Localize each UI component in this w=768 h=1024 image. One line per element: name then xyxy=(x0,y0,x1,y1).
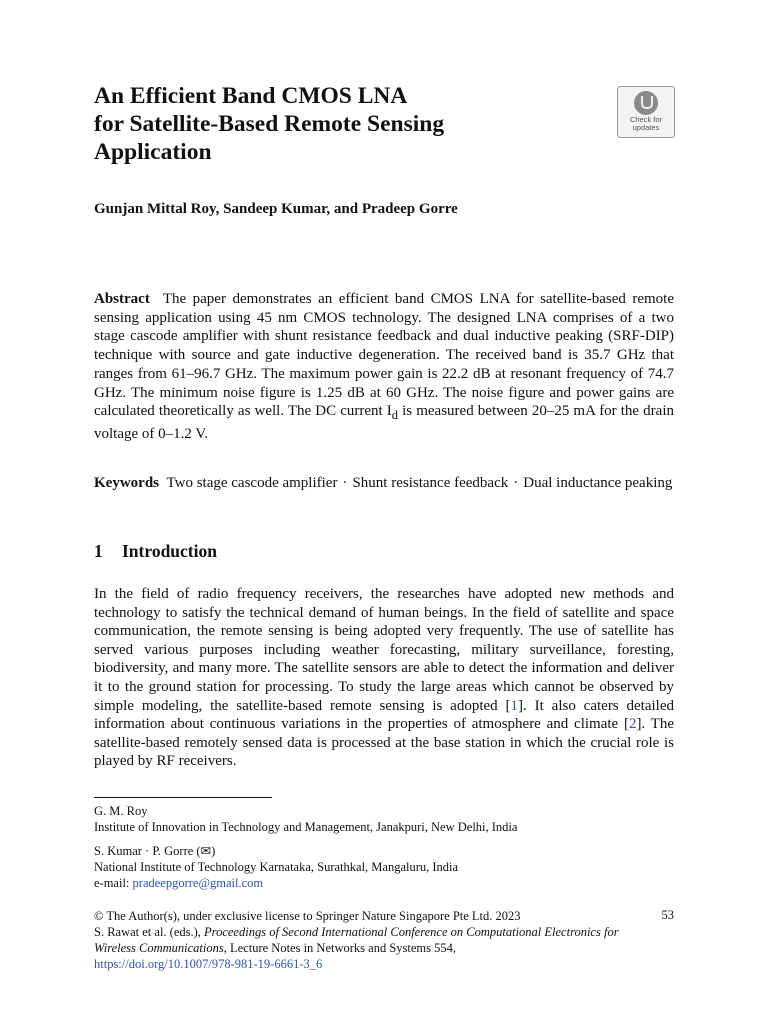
check-for-updates-badge[interactable] xyxy=(617,86,675,138)
title-line-3: Application xyxy=(94,139,212,165)
crossmark-icon xyxy=(634,91,658,115)
badge-text-line-1: Check for xyxy=(629,115,663,124)
section-heading xyxy=(94,541,217,562)
citation-line xyxy=(94,924,654,956)
intro-text: ]. The satellite-based remotely sensed data is processed at the base station in which the crucial role is played by RF receivers. xyxy=(94,716,674,770)
intro-text: ]. It also caters detailed information about continuous variations in the properties of atmosphere and climate [ xyxy=(94,697,674,733)
badge-text-line-2: updates xyxy=(632,123,660,132)
doi-link[interactable]: https://doi.org/10.1007/978-981-19-6661-3_6 xyxy=(94,957,323,971)
copyright-block xyxy=(94,908,654,972)
abstract xyxy=(94,290,674,444)
keyword-item: Two stage cascode amplifier xyxy=(166,475,338,491)
title-line-1: An Efficient Band CMOS LNA xyxy=(94,83,408,109)
proceedings-title: Proceedings of Second International Conference on Computational Electronics for Wireless Communications xyxy=(94,925,619,955)
citation-link[interactable]: 2 xyxy=(628,716,637,733)
paper-title xyxy=(94,82,564,166)
affiliation-roy xyxy=(94,803,674,835)
keyword-item: Dual inductance peaking xyxy=(523,475,673,491)
section-title: Introduction xyxy=(122,541,217,561)
copyright-line: © The Author(s), under exclusive license to Springer Nature Singapore Pte Ltd. 2023 xyxy=(94,909,521,923)
series-info: , Lecture Notes in Networks and Systems 554, xyxy=(223,941,457,955)
keyword-separator: · xyxy=(513,475,519,491)
page-number: 53 xyxy=(661,908,674,922)
author-names-text: S. Kumar · P. Gorre ( xyxy=(94,844,201,858)
section-number: 1 xyxy=(94,541,103,561)
keywords-label: Keywords xyxy=(94,475,159,491)
abstract-text: The paper demonstrates an efficient band CMOS LNA for satellite-based remote sensing application using 45 nm CMOS technology. The designed LNA comprises of a two stage cascode amplifier with shunt resistance feedback and dual inductive peaking (SRF-DIP) technique with source and gate inductive degeneration. The received band is 35.7 GHz that ranges from 61–96.7 GHz. The maximum power gain is 22.2 dB at resonant frequency of 74.7 GHz. The minimum noise figure is 1.25 dB at 60 GHz. The noise figure and power gains are calculated theoretically as well. The DC current I xyxy=(94,291,674,420)
author-names-close: ) xyxy=(211,844,216,858)
affiliation-kumar-gorre xyxy=(94,843,674,891)
email-link[interactable]: pradeepgorre@gmail.com xyxy=(132,876,264,890)
author-name: G. M. Roy xyxy=(94,804,148,818)
abstract-text-end: is measured between 20–25 mA for the drain voltage of 0–1.2 V. xyxy=(94,403,674,442)
abstract-label: Abstract xyxy=(94,291,150,307)
email-label: e-mail: xyxy=(94,876,133,890)
email-line xyxy=(94,875,674,891)
keyword-separator: · xyxy=(342,475,348,491)
author-list: Gunjan Mittal Roy, Sandeep Kumar, and Pradeep Gorre xyxy=(94,201,458,217)
footnote-divider xyxy=(94,797,272,798)
editors: S. Rawat et al. (eds.), xyxy=(94,925,205,939)
keyword-item: Shunt resistance feedback xyxy=(352,475,509,491)
envelope-icon: ✉ xyxy=(200,844,212,858)
introduction-paragraph xyxy=(94,585,674,771)
intro-text: In the field of radio frequency receivers, the researches have adopted new methods and technology to satisfy the technical demand of human beings. In the field of satellite and space communication, the remote sensing is being adopted very frequently. The use of satellite has served various purposes including weather forecasting, military surveillance, foresting, biodiversity, and many more. The satellite sensors are able to detect the information and deliver it to the ground station for processing. To study the large areas which cannot be observed by simple modeling, the satellite-based remote sensing is adopted [ xyxy=(94,586,674,714)
affiliation-text: National Institute of Technology Karnataka, Surathkal, Mangaluru, India xyxy=(94,860,459,874)
title-line-2: for Satellite-Based Remote Sensing xyxy=(94,111,445,137)
keywords xyxy=(94,474,674,493)
citation-link[interactable]: 1 xyxy=(510,697,519,714)
affiliation-text: Institute of Innovation in Technology and Management, Janakpuri, New Delhi, India xyxy=(94,820,518,834)
abstract-subscript: d xyxy=(391,408,399,423)
author-names xyxy=(94,843,674,859)
